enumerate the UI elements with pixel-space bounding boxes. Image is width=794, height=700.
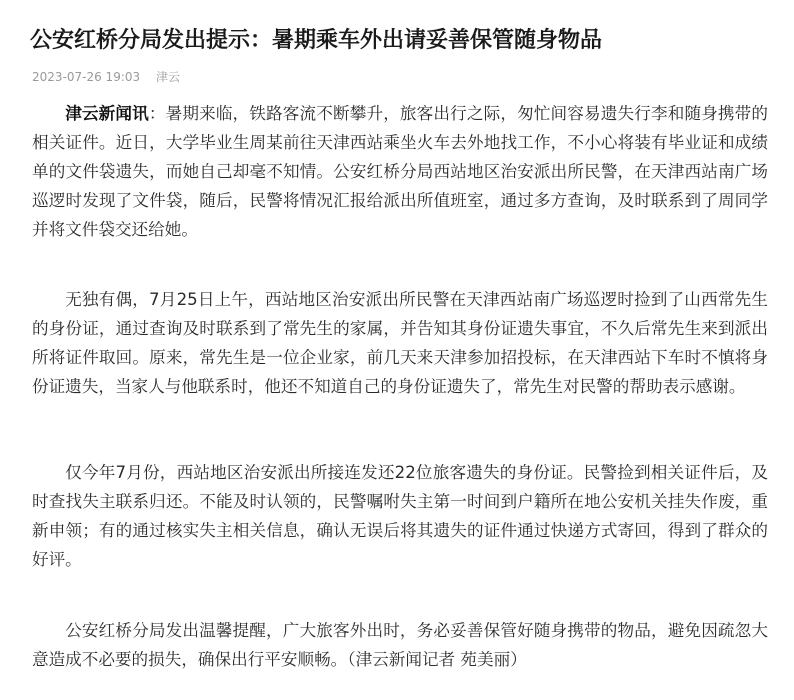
paragraph-text: ：暑期来临，铁路客流不断攀升，旅客出行之际，匆忙间容易遗失行李和随身携带的相关证件。近日，大学毕业生周某前往天津西站乘坐火车去外地找工作，不小心将装有毕业证和成绩单的文件袋遗失，而她自己却毫不知情。公安红桥分局西站地区治安派出所民警，在天津西站南广场巡逻时发现了文件袋，随后，民警将情况汇报给派出所值班室，通过多方查询，及时联系到了周同学并将文件袋交还给她。 [32,104,769,239]
article-paragraph [32,458,768,574]
paragraph-text: 仅今年7月份，西站地区治安派出所接连发还22位旅客遗失的身份证。民警捡到相关证件后，及时查找失主联系归还。不能及时认领的，民警嘱咐失主第一时间到户籍所在地公安机关挂失作废，重新申领；有的通过核实失主相关信息，确认无误后将其遗失的证件通过快递方式寄回，得到了群众的好评。 [32,463,768,569]
article-title: 公安红桥分局发出提示：暑期乘车外出请妥善保管随身物品 [30,28,603,53]
paragraph-text: 公安红桥分局发出温馨提醒，广大旅客外出时，务必妥善保管好随身携带的物品，避免因疏忽大意造成不必要的损失，确保出行平安顺畅。（津云新闻记者 苑美丽） [32,621,768,669]
article-paragraph [32,616,768,674]
article-paragraph [32,99,768,244]
news-lead: 津云新闻讯 [65,104,149,123]
publish-date: 2023-07-26 19:03 [32,70,141,84]
article-source[interactable]: 津云 [155,70,180,84]
paragraph-text: 无独有偶，7月25日上午，西站地区治安派出所民警在天津西站南广场巡逻时捡到了山西常先生的身份证，通过查询及时联系到了常先生的家属，并告知其身份证遗失事宜，不久后常先生来到派出所将证件取回。原来，常先生是一位企业家，前几天来天津参加招投标，在天津西站下车时不慎将身份证遗失，当家人与他联系时，他还不知道自己的身份证遗失了，常先生对民警的帮助表示感谢。 [32,290,768,396]
article-paragraph [32,285,768,401]
article-meta [32,69,180,85]
